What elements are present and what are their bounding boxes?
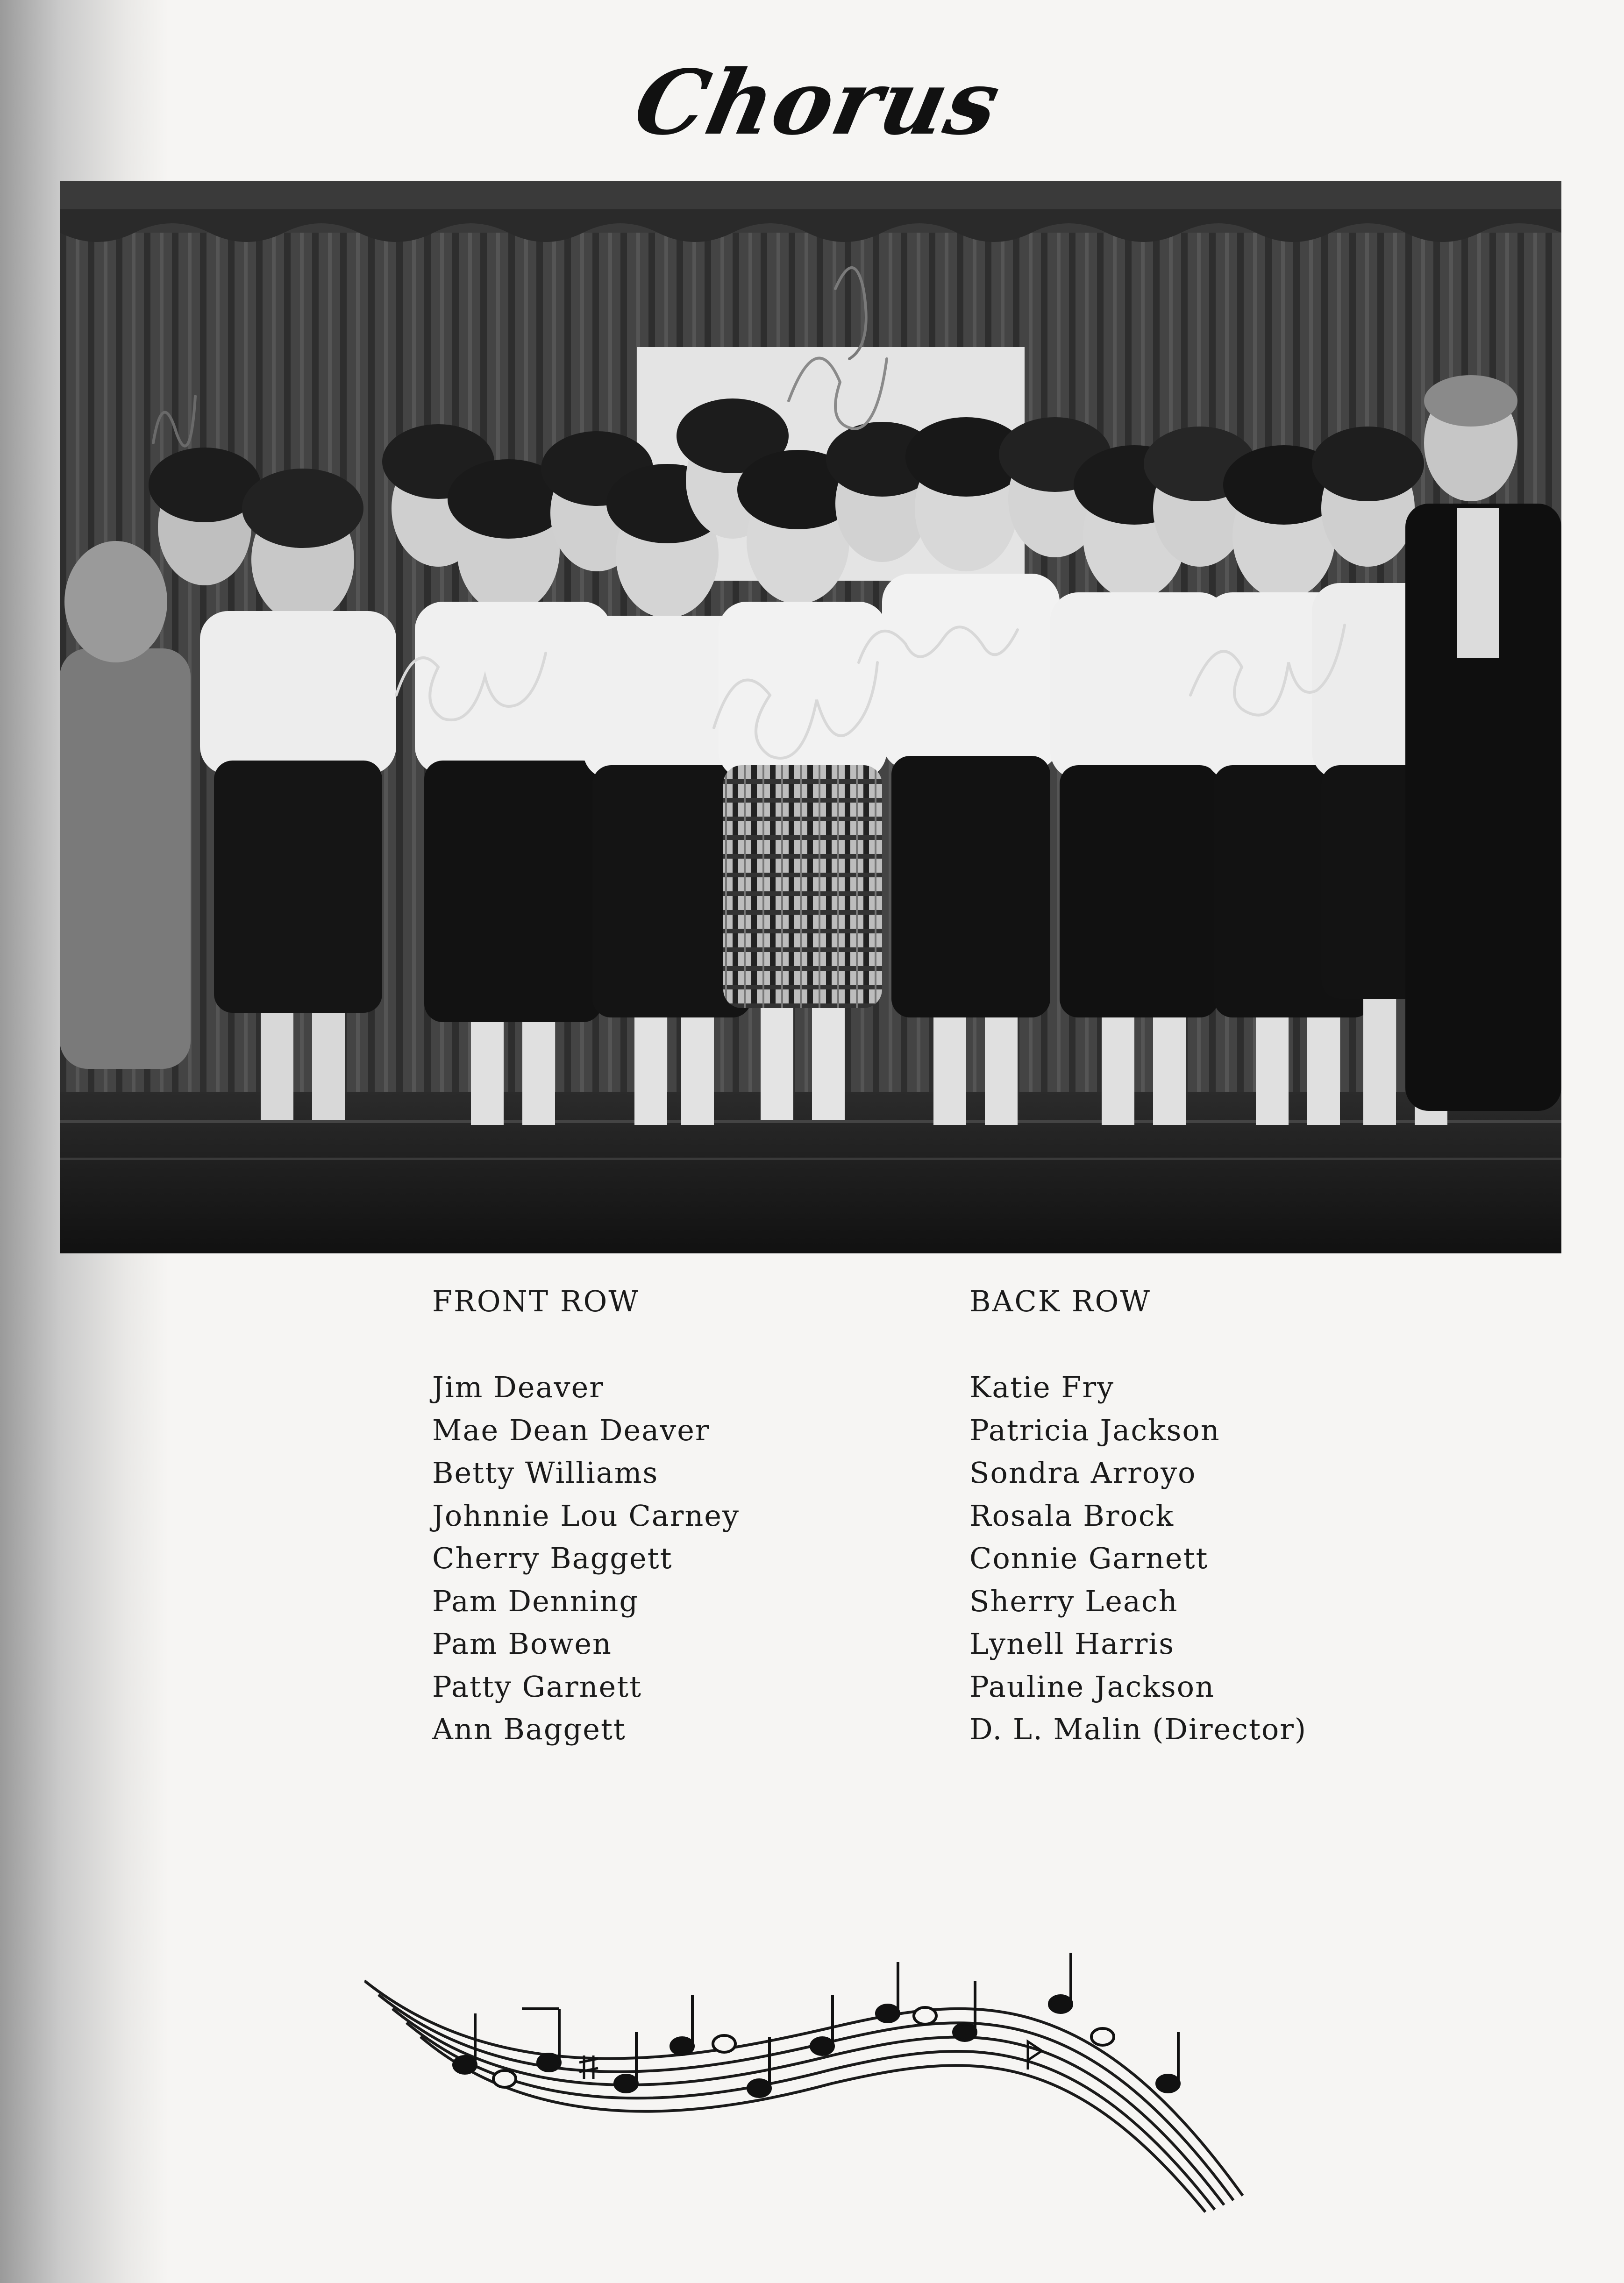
list-item: Pauline Jackson [969,1669,1215,1704]
list-item: Patty Garnett [432,1669,642,1704]
list-item: Katie Fry [969,1370,1115,1404]
list-item: Jim Deaver [432,1370,604,1404]
list-item: D. L. Malin (Director) [969,1712,1307,1746]
list-item: Betty Williams [432,1456,659,1490]
list-item: Sherry Leach [969,1584,1178,1618]
front-row-column [432,1280,969,1751]
list-item: Johnnie Lou Carney [432,1498,740,1533]
back-row-column [969,1280,1507,1751]
list-item: Cherry Baggett [432,1541,673,1575]
list-item: Pam Bowen [432,1627,612,1661]
list-item: Patricia Jackson [969,1413,1220,1447]
front-row-names [432,1366,969,1751]
list-item: Sondra Arroyo [969,1456,1197,1490]
chorus-group-photo [60,181,1561,1253]
list-item: Lynell Harris [969,1627,1175,1661]
front-row-heading: FRONT ROW [432,1284,640,1318]
list-item: Ann Baggett [432,1712,626,1746]
group-photo-icon [60,181,1561,1253]
music-staff-icon [364,1943,1252,2214]
back-row-heading: BACK ROW [969,1284,1152,1318]
name-columns [432,1280,1460,1771]
list-item: Mae Dean Deaver [432,1413,710,1447]
list-item: Connie Garnett [969,1541,1209,1575]
list-item: Pam Denning [432,1584,639,1618]
back-row-names [969,1366,1507,1751]
list-item: Rosala Brock [969,1498,1175,1533]
page-title: Chorus [626,50,1010,155]
